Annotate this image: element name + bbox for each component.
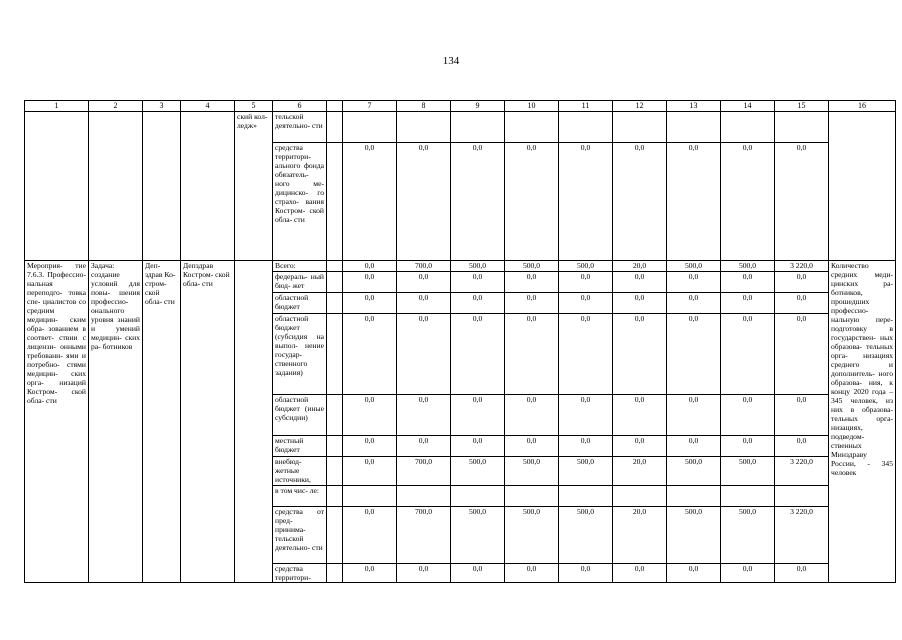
value-cell: 0,0 xyxy=(559,564,613,583)
column-header: 6 xyxy=(273,101,327,112)
table-row xyxy=(25,261,896,272)
value-cell xyxy=(397,112,451,143)
column-header: 15 xyxy=(775,101,829,112)
value-cell xyxy=(721,486,775,507)
value-cell: 500,0 xyxy=(667,507,721,564)
value-cell: 0,0 xyxy=(559,293,613,314)
header-row xyxy=(25,101,896,112)
funding-source: Всего: xyxy=(273,261,327,272)
spacer-cell xyxy=(327,564,343,583)
value-cell xyxy=(505,112,559,143)
spacer-cell xyxy=(327,261,343,272)
value-cell: 0,0 xyxy=(559,272,613,293)
value-cell xyxy=(397,486,451,507)
value-cell: 500,0 xyxy=(721,457,775,486)
cont-col3 xyxy=(143,112,181,261)
value-cell: 0,0 xyxy=(505,436,559,457)
value-cell: 500,0 xyxy=(667,261,721,272)
value-cell xyxy=(559,486,613,507)
column-header: 11 xyxy=(559,101,613,112)
value-cell: 0,0 xyxy=(397,293,451,314)
value-cell: 0,0 xyxy=(451,143,505,261)
value-cell: 0,0 xyxy=(613,314,667,395)
value-cell: 0,0 xyxy=(397,395,451,436)
value-cell: 0,0 xyxy=(505,314,559,395)
value-cell xyxy=(451,112,505,143)
column-header: 5 xyxy=(235,101,273,112)
funding-source: тельской деятельно- сти xyxy=(273,112,327,143)
column-header: 14 xyxy=(721,101,775,112)
value-cell: 0,0 xyxy=(343,564,397,583)
value-cell: 0,0 xyxy=(613,293,667,314)
spacer-cell xyxy=(327,395,343,436)
value-cell: 0,0 xyxy=(775,436,829,457)
value-cell: 500,0 xyxy=(505,261,559,272)
funding-source: местный бюджет xyxy=(273,436,327,457)
value-cell: 0,0 xyxy=(559,314,613,395)
value-cell: 0,0 xyxy=(559,143,613,261)
value-cell: 0,0 xyxy=(451,293,505,314)
value-cell: 500,0 xyxy=(505,457,559,486)
spacer-cell xyxy=(327,436,343,457)
value-cell xyxy=(667,486,721,507)
value-cell: 0,0 xyxy=(505,564,559,583)
value-cell xyxy=(343,112,397,143)
value-cell xyxy=(613,486,667,507)
value-cell xyxy=(775,486,829,507)
funding-source: средства территори- xyxy=(273,564,327,583)
value-cell: 0,0 xyxy=(343,507,397,564)
funding-source: средства территори- ального фонда обязатель- ного ме- дицинско- го страхо- вания Костром- ской обла- сти xyxy=(273,143,327,261)
value-cell: 20,0 xyxy=(613,261,667,272)
value-cell: 0,0 xyxy=(721,395,775,436)
value-cell: 0,0 xyxy=(775,564,829,583)
value-cell: 500,0 xyxy=(667,457,721,486)
value-cell: 500,0 xyxy=(505,507,559,564)
value-cell: 700,0 xyxy=(397,457,451,486)
value-cell xyxy=(343,486,397,507)
column-header: 10 xyxy=(505,101,559,112)
value-cell: 500,0 xyxy=(451,457,505,486)
spacer-cell xyxy=(327,143,343,261)
cont-col4 xyxy=(181,112,235,261)
funding-source: областной бюджет xyxy=(273,293,327,314)
spacer-cell xyxy=(327,272,343,293)
value-cell xyxy=(451,486,505,507)
value-cell xyxy=(721,112,775,143)
spacer-cell xyxy=(327,457,343,486)
column-header: 13 xyxy=(667,101,721,112)
value-cell: 0,0 xyxy=(775,314,829,395)
value-cell: 0,0 xyxy=(451,395,505,436)
value-cell: 0,0 xyxy=(451,564,505,583)
value-cell: 0,0 xyxy=(667,143,721,261)
value-cell: 0,0 xyxy=(397,143,451,261)
value-cell: 0,0 xyxy=(505,272,559,293)
value-cell: 20,0 xyxy=(613,457,667,486)
column-header: 2 xyxy=(89,101,143,112)
value-cell: 0,0 xyxy=(775,395,829,436)
funding-source: областной бюджет (субсидия на выпол- нение государ- ственного задания) xyxy=(273,314,327,395)
value-cell: 0,0 xyxy=(451,436,505,457)
value-cell: 0,0 xyxy=(397,314,451,395)
value-cell: 500,0 xyxy=(721,507,775,564)
column-header: 7 xyxy=(343,101,397,112)
value-cell: 500,0 xyxy=(451,261,505,272)
measure-coexecutor: Депздрав Костром- ской обла- сти xyxy=(181,261,235,583)
spacer-cell xyxy=(327,486,343,507)
value-cell: 0,0 xyxy=(721,564,775,583)
value-cell xyxy=(613,112,667,143)
column-header: 9 xyxy=(451,101,505,112)
measure-col5 xyxy=(235,261,273,583)
value-cell: 500,0 xyxy=(559,457,613,486)
column-header: 16 xyxy=(829,101,896,112)
value-cell: 0,0 xyxy=(613,395,667,436)
value-cell: 0,0 xyxy=(559,436,613,457)
value-cell: 0,0 xyxy=(775,143,829,261)
value-cell: 0,0 xyxy=(613,143,667,261)
value-cell: 0,0 xyxy=(721,293,775,314)
value-cell xyxy=(667,112,721,143)
spacer-cell xyxy=(327,314,343,395)
value-cell xyxy=(505,486,559,507)
spacer-cell xyxy=(327,507,343,564)
value-cell: 0,0 xyxy=(613,564,667,583)
value-cell: 0,0 xyxy=(397,564,451,583)
value-cell: 0,0 xyxy=(559,395,613,436)
spacer-cell xyxy=(327,112,343,143)
value-cell: 3 220,0 xyxy=(775,457,829,486)
measure-indicator: Количество средних меди- цинских ра- ботников, прошедших профессио- нальную пере- подготовку в государствен- ных образова- тельных орга- низациях среднего и дополнитель- ного образова- ния, к концу 2020 года – 345 человек, из них в образова- тельных орга- низациях, подведом- ственных Минздраву России, - 345 человек xyxy=(829,261,896,583)
value-cell: 0,0 xyxy=(667,395,721,436)
funding-source: внебюд- жетные источники, xyxy=(273,457,327,486)
value-cell: 500,0 xyxy=(721,261,775,272)
value-cell xyxy=(775,112,829,143)
page-number: 134 xyxy=(442,55,460,67)
value-cell: 0,0 xyxy=(451,272,505,293)
column-header: 3 xyxy=(143,101,181,112)
column-header: 1 xyxy=(25,101,89,112)
funding-source: областной бюджет (иные субсидии) xyxy=(273,395,327,436)
measure-executor: Деп- здрав Ко- стром- ской обла- сти xyxy=(143,261,181,583)
column-header: 12 xyxy=(613,101,667,112)
funding-source: в том чис- ле: xyxy=(273,486,327,507)
cont-col5: ский кол- ледж» xyxy=(235,112,273,261)
funding-source: федераль- ный бюд- жет xyxy=(273,272,327,293)
funding-source: средства от пред- принима- тельской деятельно- сти xyxy=(273,507,327,564)
value-cell: 0,0 xyxy=(343,272,397,293)
cont-col2 xyxy=(89,112,143,261)
value-cell: 0,0 xyxy=(451,314,505,395)
value-cell: 0,0 xyxy=(343,395,397,436)
column-header: 4 xyxy=(181,101,235,112)
value-cell xyxy=(559,112,613,143)
value-cell: 3 220,0 xyxy=(775,507,829,564)
table-row xyxy=(25,112,896,143)
column-header xyxy=(327,101,343,112)
spacer-cell xyxy=(327,293,343,314)
value-cell: 0,0 xyxy=(397,272,451,293)
value-cell: 0,0 xyxy=(505,395,559,436)
measure-name: Мероприя- тие 7.6.3. Профессио- нальная переподго- товка спе- циалистов со средним медицин- ским обра- зованием в соответ- ствии с лицензи- онными требовани- ями и потребно- стями медицин- ских орга- низаций Костром- ской обла- сти xyxy=(25,261,89,583)
value-cell: 0,0 xyxy=(721,143,775,261)
value-cell: 700,0 xyxy=(397,261,451,272)
value-cell: 0,0 xyxy=(343,261,397,272)
value-cell: 700,0 xyxy=(397,507,451,564)
value-cell: 0,0 xyxy=(343,293,397,314)
value-cell: 0,0 xyxy=(343,457,397,486)
measure-task: Задача: создание условий для повы- шения профессио- онального уровня знаний и умений медицин- ских ра- ботников xyxy=(89,261,143,583)
value-cell: 0,0 xyxy=(721,272,775,293)
value-cell: 0,0 xyxy=(343,314,397,395)
value-cell: 0,0 xyxy=(775,293,829,314)
value-cell: 0,0 xyxy=(721,314,775,395)
value-cell: 500,0 xyxy=(559,507,613,564)
cont-col1 xyxy=(25,112,89,261)
budget-table xyxy=(24,100,896,583)
value-cell: 3 220,0 xyxy=(775,261,829,272)
value-cell: 500,0 xyxy=(559,261,613,272)
value-cell: 20,0 xyxy=(613,507,667,564)
value-cell: 0,0 xyxy=(667,272,721,293)
value-cell: 0,0 xyxy=(613,272,667,293)
value-cell: 0,0 xyxy=(397,436,451,457)
value-cell: 0,0 xyxy=(505,293,559,314)
value-cell: 0,0 xyxy=(343,143,397,261)
value-cell: 0,0 xyxy=(667,564,721,583)
value-cell: 0,0 xyxy=(505,143,559,261)
value-cell: 0,0 xyxy=(343,436,397,457)
value-cell: 0,0 xyxy=(667,293,721,314)
value-cell: 500,0 xyxy=(451,507,505,564)
value-cell: 0,0 xyxy=(775,272,829,293)
value-cell: 0,0 xyxy=(667,436,721,457)
cont-col16 xyxy=(829,112,896,261)
value-cell: 0,0 xyxy=(721,436,775,457)
column-header: 8 xyxy=(397,101,451,112)
value-cell: 0,0 xyxy=(613,436,667,457)
value-cell: 0,0 xyxy=(667,314,721,395)
